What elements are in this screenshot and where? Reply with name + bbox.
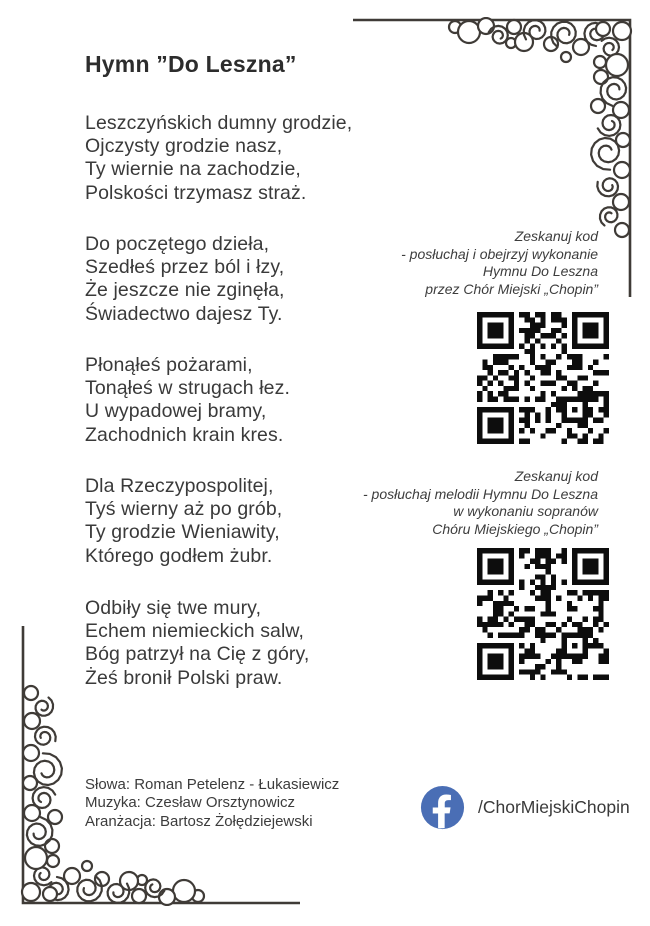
lyric-line: Bóg patrzył na Cię z góry, <box>85 643 310 666</box>
qr-caption-line: w wykonaniu sopranów <box>453 503 598 520</box>
qr-caption-line: - posłuchaj melodii Hymnu Do Leszna <box>363 485 598 502</box>
lyric-line: Szedłeś przez ból i łzy, <box>85 256 285 279</box>
qr-caption-line: Zeskanuj kod <box>514 228 598 244</box>
lyric-line: Leszczyńskich dumny grodzie, <box>85 112 353 134</box>
qr-caption-line: - posłuchaj i obejrzyj wykonanie <box>401 245 598 262</box>
stanza-2 <box>85 233 285 326</box>
lyric-line: Żeś bronił Polski praw. <box>85 666 283 689</box>
qr-code-1 <box>477 312 609 444</box>
lyric-line: Świadectwo dajesz Ty. <box>85 302 283 325</box>
qr-caption-line: przez Chór Miejski „Chopin” <box>425 280 598 297</box>
lyric-line: Zachodnich krain kres. <box>85 423 284 446</box>
lyric-line: Echem niemieckich salw, <box>85 620 305 643</box>
credit-line-music: Muzyka: Czesław Orsztynowicz <box>85 794 296 812</box>
stanza-5 <box>85 597 309 690</box>
lyric-line: U wypadowej bramy, <box>85 400 267 423</box>
facebook-handle: /ChorMiejskiChopin <box>478 797 630 817</box>
qr-caption-line: Zeskanuj kod <box>514 468 598 484</box>
qr-code-2 <box>477 548 609 680</box>
credit-line-words: Słowa: Roman Petelenz - Łukasiewicz <box>85 776 340 793</box>
facebook-icon <box>420 785 465 830</box>
qr-caption-line: Hymnu Do Leszna <box>482 263 598 280</box>
lyric-line: Ty wiernie na zachodzie, <box>85 158 301 181</box>
lyric-line: Ojczysty grodzie nasz, <box>85 135 283 158</box>
facebook-link[interactable] <box>420 785 630 830</box>
lyric-line: Polskości trzymasz straż. <box>85 181 307 204</box>
lyric-line: Że jeszcze nie zginęła, <box>85 279 285 302</box>
stanza-1 <box>85 112 352 205</box>
qr-caption-2 <box>363 468 598 538</box>
lyric-line: Płonąłeś pożarami, <box>85 354 253 376</box>
lyric-line: Tyś wierny aż po grób, <box>85 498 283 521</box>
lyric-line: Ty grodzie Wieniawity, <box>85 521 280 544</box>
qr-caption-1 <box>401 228 598 298</box>
lyric-line: Tonąłeś w strugach łez. <box>85 377 290 400</box>
stanza-3 <box>85 354 290 447</box>
page-title: Hymn ”Do Leszna” <box>85 51 297 77</box>
lyric-line: Którego godłem żubr. <box>85 544 273 567</box>
lyric-line: Do poczętego dzieła, <box>85 233 270 255</box>
qr-caption-line: Chóru Miejskiego „Chopin” <box>432 520 598 537</box>
lyric-line: Dla Rzeczypospolitej, <box>85 475 274 497</box>
stanza-4 <box>85 475 282 568</box>
credits-block <box>85 776 339 831</box>
lyric-line: Odbiły się twe mury, <box>85 597 262 619</box>
credit-line-arrangement: Aranżacja: Bartosz Żołędziejewski <box>85 812 313 830</box>
